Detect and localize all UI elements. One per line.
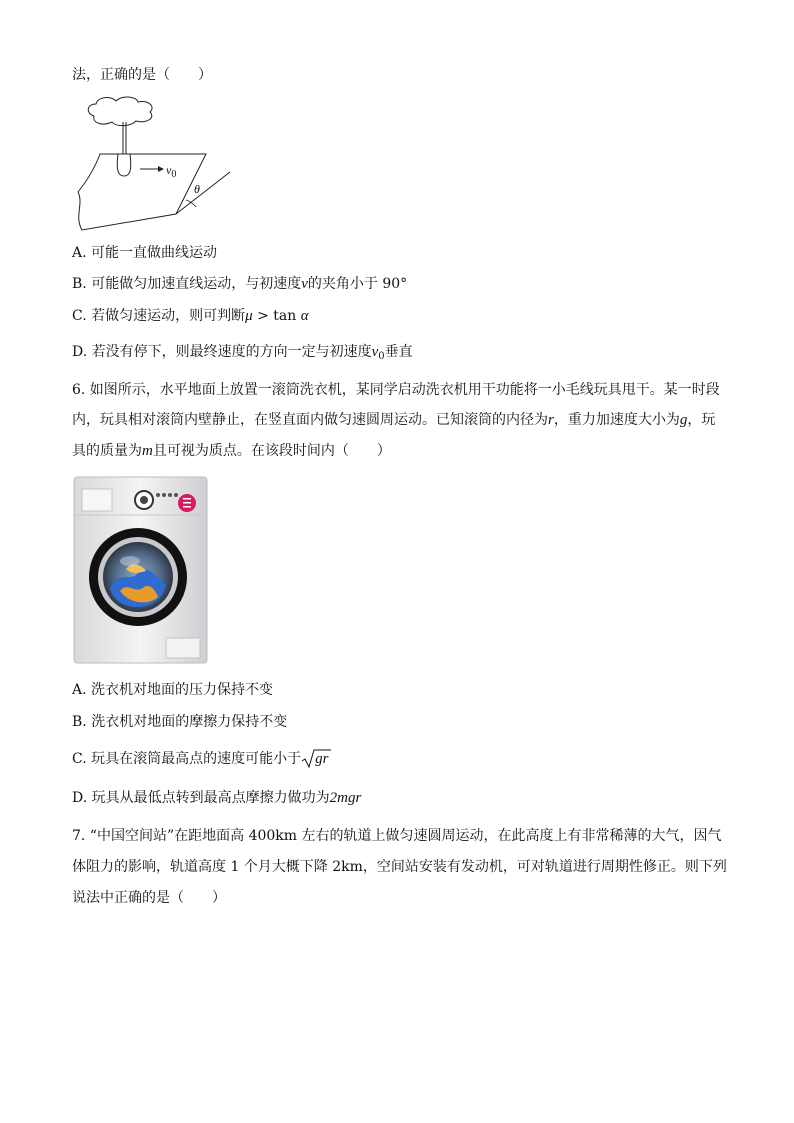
- q6-stem-line1: 6. 如图所示，水平地面上放置一滚筒洗衣机，某同学启动洗衣机用干功能将一小毛线玩具甩干。某一时段: [72, 382, 720, 398]
- q7-stem-line2: 体阻力的影响，轨道高度 1 个月大概下降 2km，空间站安装有发动机，可对轨道进行周期性修正。则下列: [72, 859, 727, 875]
- filter-cover: [166, 638, 200, 658]
- incline-sheet: [78, 154, 206, 230]
- q5-option-a: A. 可能一直做曲线运动: [72, 245, 218, 261]
- q5-option-d: D. 若没有停下，则最终速度的方向一定与初速度$v_0$垂直: [72, 344, 413, 362]
- detergent-drawer: [82, 489, 112, 511]
- q5-option-b: B. 可能做匀加速直线运动，与初速度v的夹角小于 90°: [72, 276, 408, 292]
- washing-machine-image: [72, 473, 209, 665]
- q5-figure: [72, 96, 237, 232]
- q6-option-d: D. 玩具从最低点转到最高点摩擦力做功为2mgr: [72, 790, 362, 806]
- q5-stem-tail: 法，正确的是（ ）: [72, 67, 212, 83]
- theta-label: θ: [194, 182, 200, 196]
- q7-stem-line1: 7. “中国空间站”在距地面高 400km 左右的轨道上做匀速圆周运动，在此高度上有非常稀薄的大气，因气: [72, 828, 722, 844]
- q6-option-c: C. 玩具在滚筒最高点的速度可能小于 gr: [72, 749, 328, 769]
- q7-stem-line3: 说法中正确的是（ ）: [72, 890, 226, 906]
- cloud-shape: [88, 97, 152, 126]
- q6-stem-line3: 具的质量为m且可视为质点。在该段时间内（ ）: [72, 443, 391, 459]
- q6-option-a: A. 洗衣机对地面的压力保持不变: [72, 682, 274, 698]
- washing-machine-figure: [72, 473, 209, 665]
- q6-option-b: B. 洗衣机对地面的摩擦力保持不变: [72, 714, 288, 730]
- q6-stem-line2: 内，玩具相对滚筒内壁静止，在竖直面内做匀速圆周运动。已知滚筒的内径为r，重力加速度大小为g，玩: [72, 412, 716, 428]
- q5-option-c: C. 若做匀速运动，则可判断μ > tan α: [72, 308, 309, 324]
- ground-line: [176, 172, 230, 214]
- v0-label: $v_0$: [166, 163, 177, 180]
- toy-shape: [117, 154, 131, 176]
- angle-arc: [186, 200, 196, 207]
- incline-diagram: [72, 96, 237, 232]
